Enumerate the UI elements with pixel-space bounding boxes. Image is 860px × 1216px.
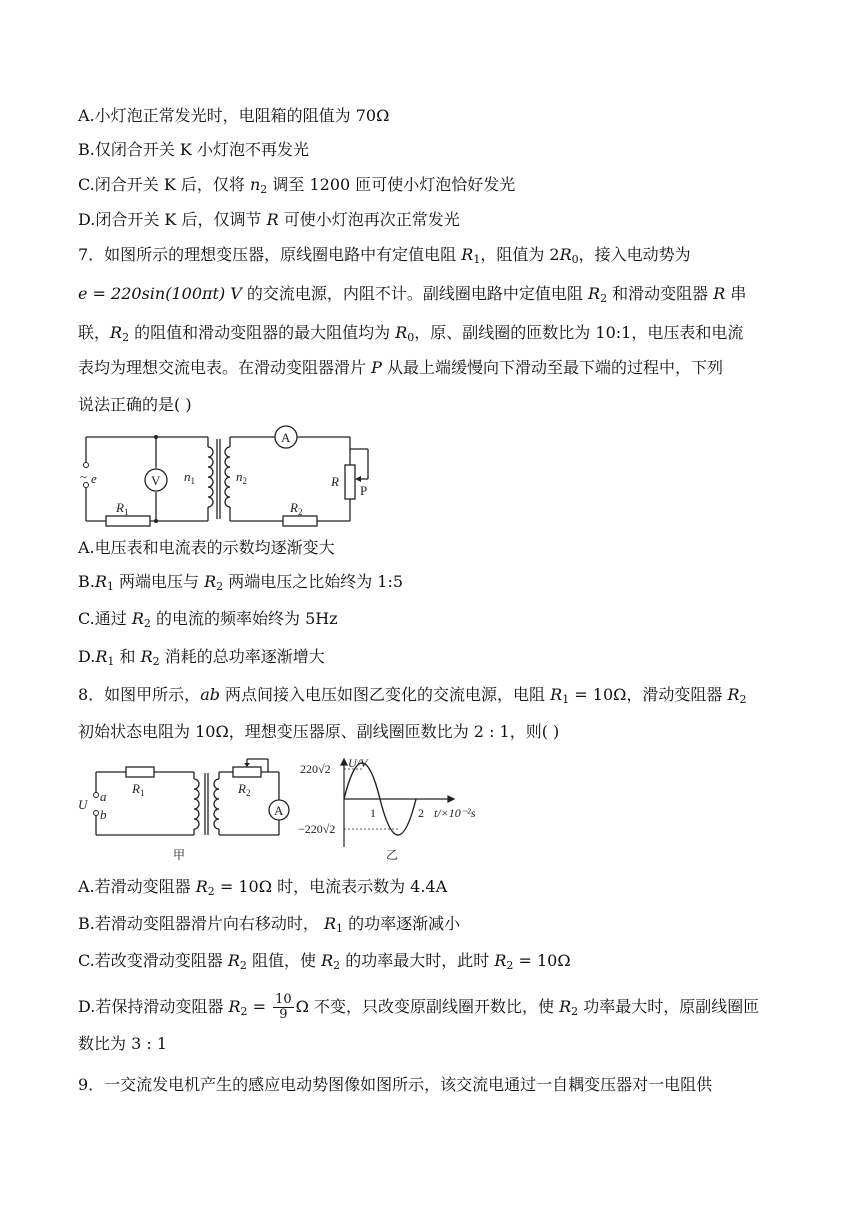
label-u: U (78, 797, 88, 812)
fraction-10-9: $\frac{10}{9}$ (275, 992, 292, 1022)
label-p: P (360, 483, 368, 498)
q8-option-d-line2: 数比为 3 : 1 (78, 1034, 168, 1053)
q7-circuit-diagram (78, 425, 398, 530)
q8-stem-line1: 8．如图甲所示，ab 两点间接入电压如图乙变化的交流电源，电阻 $R_1 = 10\Omega$，滑动变阻器 $R_2$ (78, 685, 747, 706)
q6-option-c: C.闭合开关 K 后，仅将 $n_2$ 调至 1200 匝可使小灯泡恰好发光 (78, 175, 516, 196)
q7-stem-line4: 表均为理想交流电表。在滑动变阻器滑片 P 从最上端缓慢向下滑动至最下端的过程中，下列 (78, 358, 723, 377)
ammeter-label: A (281, 430, 291, 445)
q8-option-d: D.若保持滑动变阻器 $R_2$ = $\frac{10}{9}$ Ω 不变，只改变原副线圈开数比，使 $R_2$ 功率最大时，原副线圈匝 (78, 992, 760, 1022)
q7-stem-line1: 7．如图所示的理想变压器，原线圈电路中有定值电阻 $R_1$，阻值为 $2R_0$，接入电动势为 (78, 245, 691, 266)
q8-option-c: C.若改变滑动变阻器 $R_2$ 阻值，使 $R_2$ 的功率最大时，此时 $R_2 = 10\Omega$ (78, 951, 571, 972)
x-tick-2: 2 (418, 806, 424, 820)
q7-option-d: $D.R_1$ 和 $R_2$ 消耗的总功率逐渐增大 (78, 647, 325, 668)
q6-option-a: A.小灯泡正常发光时，电阻箱的阻值为 70Ω (78, 106, 390, 125)
q8-stem-line2: 初始状态电阻为 10Ω，理想变压器原、副线圈匝数比为 2 : 1，则( ) (78, 722, 560, 741)
y-min-label: −220√2 (298, 822, 336, 836)
label-n1: $n_1$ (184, 469, 195, 486)
label-a: a (100, 789, 107, 804)
label-r2: $R_2$ (238, 781, 251, 798)
q6-option-b: B.仅闭合开关 K 小灯泡不再发光 (78, 140, 309, 159)
label-e: e (91, 471, 97, 486)
label-r1: $R_1$ (116, 500, 129, 517)
q7-option-a: A.电压表和电流表的示数均逐渐变大 (78, 538, 335, 557)
caption-yi: 乙 (386, 848, 399, 862)
label-b: b (100, 807, 107, 822)
q8-option-b: B.若滑动变阻器滑片向右移动时， $R_1$ 的功率逐渐减小 (78, 914, 461, 935)
x-axis-label: t/×10⁻²s (434, 806, 476, 820)
label-r: R (331, 474, 339, 489)
q7-stem-line3: 联，$R_2$ 的阻值和滑动变阻器的最大阻值均为 $R_0$，原、副线圈的匝数比为 10:1，电压表和电流 (78, 323, 744, 344)
ac-source-symbol: ~ (80, 469, 88, 484)
q8-option-a: A.若滑动变阻器 $R_2 = 10\Omega$ 时，电流表示数为 4.4A (78, 877, 448, 898)
q6-option-d: D.闭合开关 K 后，仅调节 R 可使小灯泡再次正常发光 (78, 210, 460, 229)
label-n2: $n_2$ (236, 469, 247, 486)
y-axis-label: U/V (348, 756, 368, 770)
q7-stem-line2: e = 220sin(100πt) V 的交流电源，内阻不计。副线圈电路中定值电阻 $R_2$ 和滑动变阻器 R 串 (78, 284, 747, 305)
q9-stem-line1: 9．一交流发电机产生的感应电动势图像如图所示，该交流电通过一自耦变压器对一电阻供 (78, 1075, 713, 1094)
caption-jia: 甲 (173, 848, 186, 862)
voltmeter-label: V (151, 473, 161, 488)
x-tick-1: 1 (370, 806, 376, 820)
q7-option-c: C.通过 $R_2$ 的电流的频率始终为 5Hz (78, 609, 338, 630)
ammeter-label: A (274, 803, 284, 818)
q7-option-b: $B.R_1$ 两端电压与 $R_2$ 两端电压之比始终为 1:5 (78, 572, 404, 593)
q8-graph-yi (298, 755, 498, 865)
y-max-label: 220√2 (300, 762, 331, 776)
label-r2: $R_2$ (290, 500, 303, 517)
q7-stem-line5: 说法正确的是( ) (78, 395, 192, 414)
q8-circuit-diagram-jia (78, 755, 293, 865)
label-r1: $R_1$ (132, 781, 145, 798)
